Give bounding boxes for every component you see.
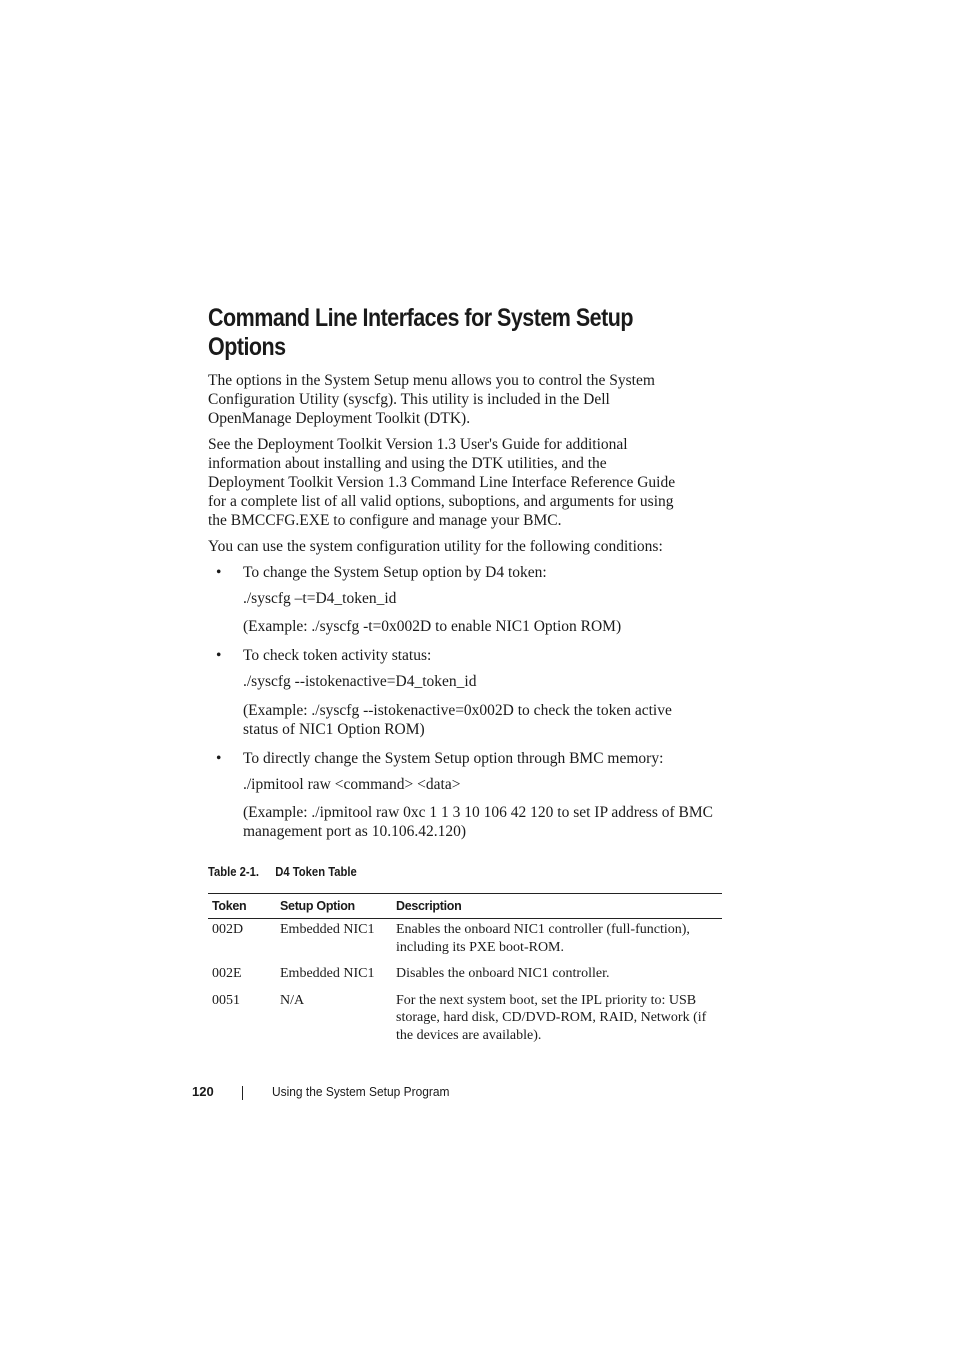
reference-paragraph	[208, 435, 723, 530]
text-line: storage, hard disk, CD/DVD-ROM, RAID, Network (if	[396, 1010, 707, 1025]
conditions-paragraph	[208, 537, 723, 556]
token-table	[208, 893, 722, 1051]
page-title	[208, 304, 727, 362]
cell-token: 002E	[212, 966, 242, 981]
footer-section-title: Using the System Setup Program	[272, 1084, 450, 1099]
text-line: including its PXE boot-ROM.	[396, 939, 565, 955]
column-header-description: Description	[392, 894, 722, 919]
table-caption-title: D4 Token Table	[275, 865, 357, 879]
text-line: information about installing and using the DTK utilities, and the	[208, 455, 607, 472]
text-line: Enables the onboard NIC1 controller (full-function),	[396, 922, 690, 937]
text-line: the devices are available).	[396, 1027, 542, 1043]
page-title-line-1: Command Line Interfaces for System Setup	[208, 304, 634, 332]
text-line: For the next system boot, set the IPL priority to: USB	[396, 992, 697, 1008]
text-line: for a complete list of all valid options, suboptions, and arguments for using	[208, 493, 674, 510]
text-line: Disables the onboard NIC1 controller.	[396, 966, 610, 981]
column-header-setup-option: Setup Option	[276, 894, 392, 919]
intro-paragraph	[208, 371, 723, 428]
text-line: management port as 10.106.42.120)	[243, 823, 466, 840]
table-row	[208, 963, 722, 990]
command-line: ./syscfg --istokenactive=D4_token_id	[243, 673, 477, 690]
bullet-marker: •	[216, 647, 222, 664]
cell-token: 002D	[212, 922, 244, 937]
table-row	[208, 990, 722, 1052]
text-line: (Example: ./syscfg --istokenactive=0x002D to check the token active	[243, 702, 672, 719]
example-text	[243, 701, 725, 739]
page-title-line-2: Options	[208, 333, 286, 361]
cell-setup-option: Embedded NIC1	[280, 966, 375, 981]
bullet-marker: •	[216, 750, 222, 767]
command-line: ./ipmitool raw <command> <data>	[243, 776, 461, 793]
text-line: the BMCCFG.EXE to configure and manage your BMC.	[208, 512, 562, 529]
table-caption	[208, 864, 357, 880]
text-line: You can use the system configuration utility for the following conditions:	[208, 538, 663, 555]
text-line: (Example: ./ipmitool raw 0xc 1 1 3 10 106 42 120 to set IP address of BMC	[243, 804, 713, 821]
example-text	[243, 803, 725, 841]
table-header-row	[208, 894, 722, 919]
text-line: The options in the System Setup menu allows you to control the System	[208, 372, 655, 389]
text-line: See the Deployment Toolkit Version 1.3 User's Guide for additional	[208, 436, 628, 453]
bullet-item-text: To change the System Setup option by D4 token:	[243, 564, 547, 581]
bullet-item-text: To check token activity status:	[243, 647, 432, 664]
footer-divider	[242, 1086, 243, 1100]
cell-token: 0051	[212, 992, 240, 1008]
cell-description	[392, 919, 722, 964]
text-line: Deployment Toolkit Version 1.3 Command Line Interface Reference Guide	[208, 474, 676, 491]
table-row	[208, 919, 722, 964]
bullet-marker: •	[216, 564, 222, 581]
text-line: OpenManage Deployment Toolkit (DTK).	[208, 410, 471, 427]
command-line: ./syscfg –t=D4_token_id	[243, 590, 397, 607]
cell-setup-option: Embedded NIC1	[280, 922, 375, 937]
text-line: status of NIC1 Option ROM)	[243, 721, 425, 738]
bullet-item-text: To directly change the System Setup option through BMC memory:	[243, 750, 664, 767]
text-line: (Example: ./syscfg -t=0x002D to enable NIC1 Option ROM)	[243, 618, 622, 635]
cell-description	[392, 990, 722, 1052]
text-line: Configuration Utility (syscfg). This utility is included in the Dell	[208, 391, 610, 408]
example-text	[243, 617, 725, 636]
page-number: 120	[192, 1084, 214, 1099]
cell-description	[392, 963, 722, 990]
d4-token-table	[208, 893, 722, 1051]
cell-setup-option: N/A	[280, 992, 305, 1008]
table-caption-label: Table 2-1.	[208, 865, 260, 879]
column-header-token: Token	[208, 894, 276, 919]
